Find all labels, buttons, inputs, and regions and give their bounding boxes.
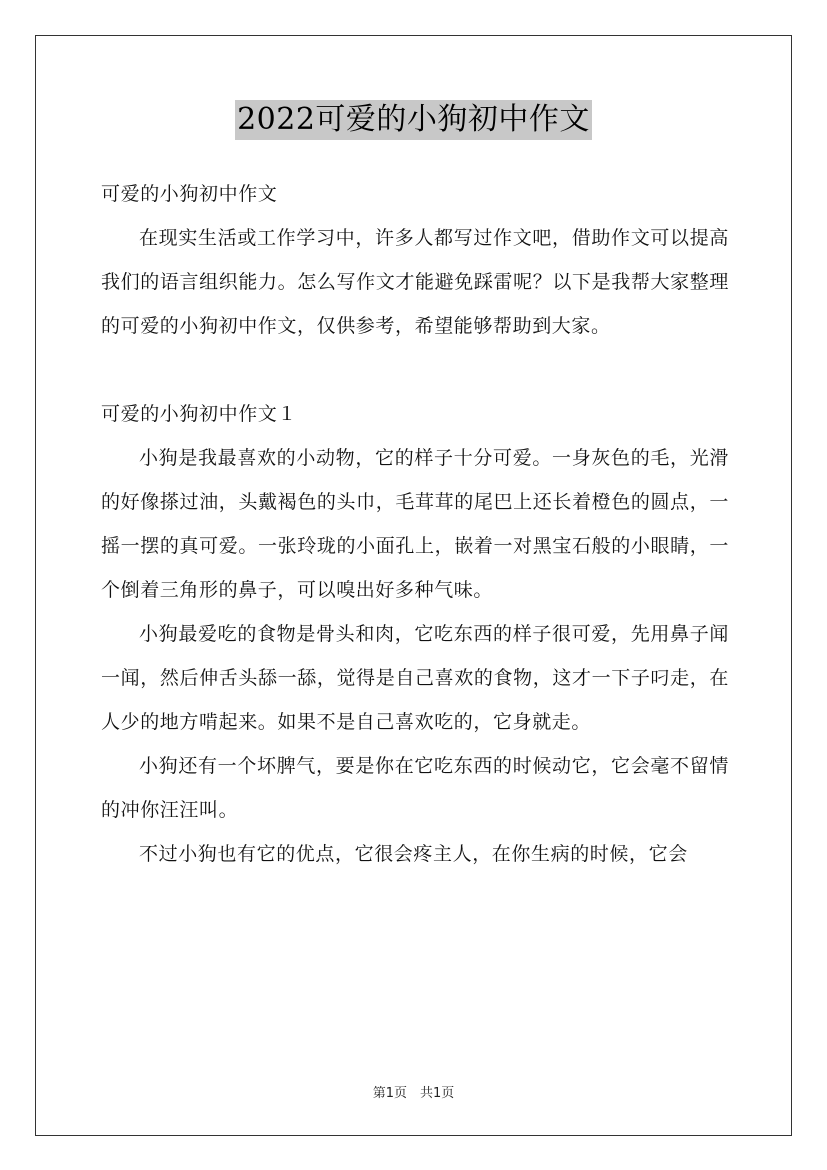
section-spacer (101, 348, 729, 392)
document-body (101, 172, 729, 876)
title-container (0, 100, 827, 140)
intro-heading: 可爱的小狗初中作文 (101, 183, 278, 205)
body-paragraph: 小狗最爱吃的食物是骨头和肉，它吃东西的样子很可爱，先用鼻子闻一闻，然后伸舌头舔一舔，觉得是自己喜欢的食物，这才一下子叼走，在人少的地方啃起来。如果不是自己喜欢吃的，它身就走。 (101, 623, 729, 733)
section-heading: 可爱的小狗初中作文１ (101, 403, 298, 425)
body-paragraph: 不过小狗也有它的优点，它很会疼主人，在你生病的时候，它会 (139, 843, 688, 865)
body-paragraph: 小狗还有一个坏脾气，要是你在它吃东西的时候动它，它会毫不留情的冲你汪汪叫。 (101, 755, 729, 821)
page-number-footer: 第1页 共1页 (372, 1086, 455, 1101)
body-paragraph: 小狗是我最喜欢的小动物，它的样子十分可爱。一身灰色的毛，光滑的好像搽过油，头戴褐色的头巾，毛茸茸的尾巴上还长着橙色的圆点，一摇一摆的真可爱。一张玲珑的小面孔上，嵌着一对黑宝石般的小眼睛，一个倒着三角形的鼻子，可以嗅出好多种气味。 (101, 447, 729, 601)
document-title: 2022可爱的小狗初中作文 (235, 100, 592, 140)
intro-paragraph: 在现实生活或工作学习中，许多人都写过作文吧，借助作文可以提高我们的语言组织能力。怎么写作文才能避免踩雷呢？以下是我帮大家整理的可爱的小狗初中作文，仅供参考，希望能够帮助到大家。 (101, 227, 729, 337)
